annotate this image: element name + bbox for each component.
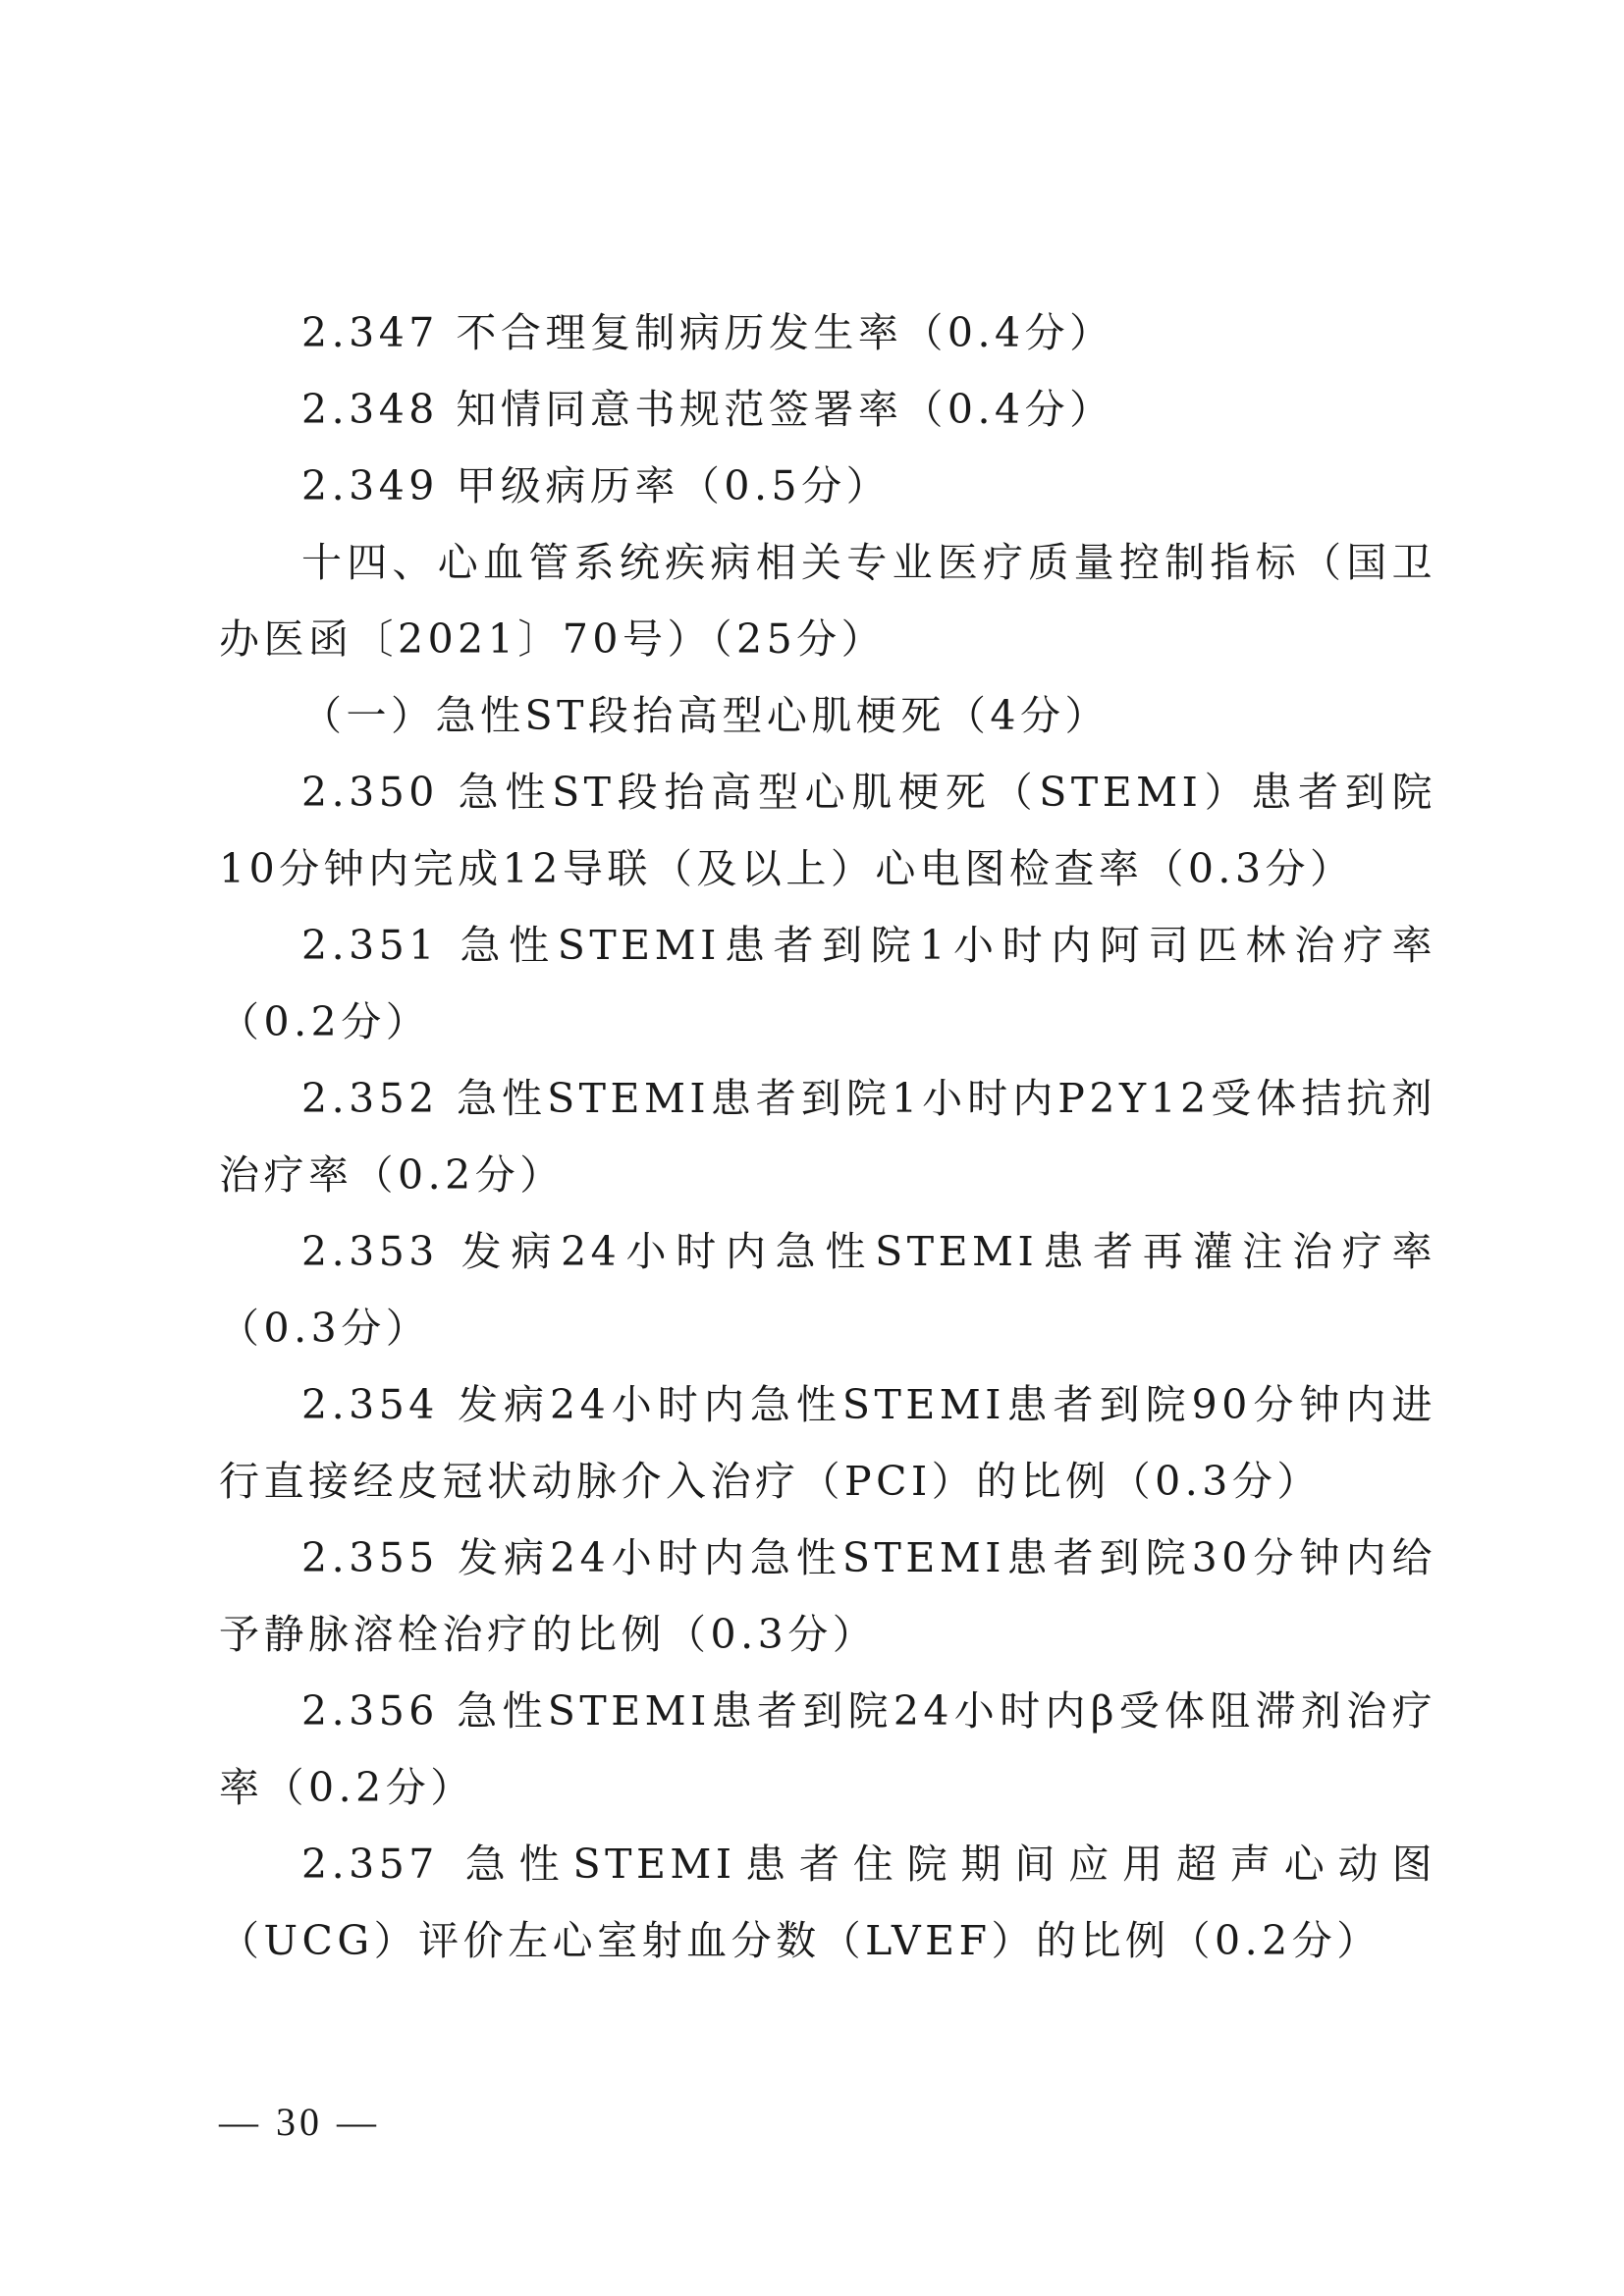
page-number: — 30 — bbox=[219, 2100, 380, 2144]
section-heading-14: 十四、心血管系统疾病相关专业医疗质量控制指标（国卫办医函〔2021〕70号）（25分） bbox=[219, 539, 1436, 663]
paragraph-2-354: 2.354 发病24小时内急性STEMI患者到院90分钟内进行直接经皮冠状动脉介入治疗（PCI）的比例（0.3分） bbox=[219, 1381, 1436, 1505]
paragraph-2-348: 2.348 知情同意书规范签署率（0.4分） bbox=[301, 386, 1114, 433]
paragraph-2-352: 2.352 急性STEMI患者到院1小时内P2Y12受体拮抗剂治疗率（0.2分） bbox=[219, 1075, 1436, 1199]
paragraph-2-353: 2.353 发病24小时内急性STEMI患者再灌注治疗率（0.3分） bbox=[219, 1228, 1436, 1352]
paragraph-2-356: 2.356 急性STEMI患者到院24小时内β受体阻滞剂治疗率（0.2分） bbox=[219, 1687, 1436, 1811]
subsection-heading-1: （一）急性ST段抬高型心肌梗死（4分） bbox=[301, 692, 1110, 739]
paragraph-2-351: 2.351 急性STEMI患者到院1小时内阿司匹林治疗率（0.2分） bbox=[219, 922, 1436, 1045]
paragraph-2-349: 2.349 甲级病历率（0.5分） bbox=[301, 462, 892, 509]
paragraph-2-350: 2.350 急性ST段抬高型心肌梗死（STEMI）患者到院10分钟内完成12导联（及以上）心电图检查率（0.3分） bbox=[219, 769, 1436, 892]
paragraph-2-357: 2.357 急性STEMI患者住院期间应用超声心动图（UCG）评价左心室射血分数（LVEF）的比例（0.2分） bbox=[219, 1841, 1436, 1964]
document-body bbox=[219, 294, 1436, 1979]
paragraph-2-355: 2.355 发病24小时内急性STEMI患者到院30分钟内给予静脉溶栓治疗的比例（0.3分） bbox=[219, 1534, 1436, 1658]
paragraph-2-347: 2.347 不合理复制病历发生率（0.4分） bbox=[301, 309, 1114, 356]
